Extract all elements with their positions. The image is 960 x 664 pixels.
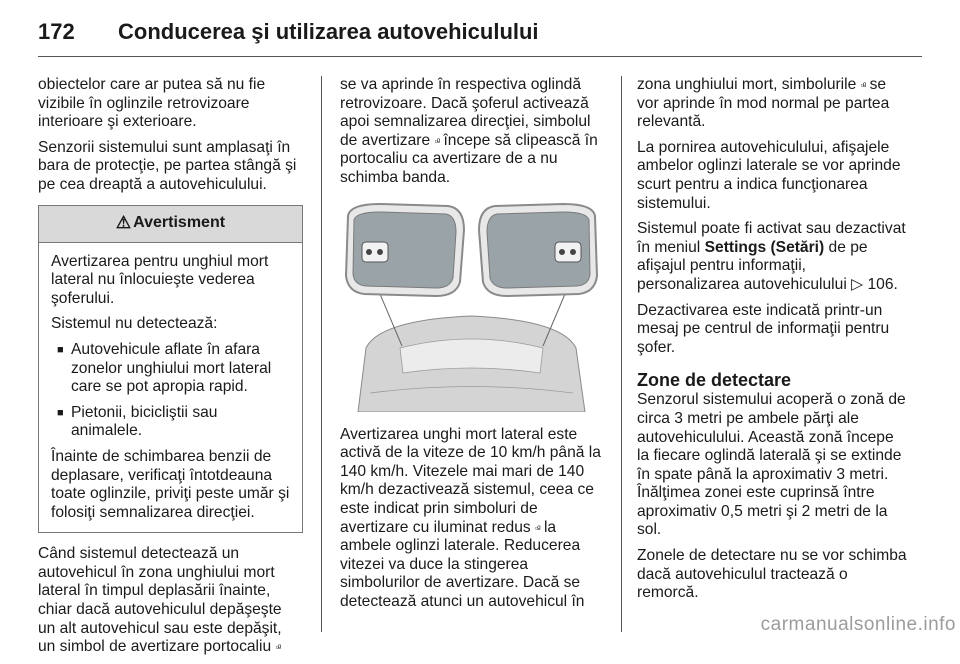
warning-body: [39, 243, 302, 533]
page-number: 172: [38, 19, 75, 44]
column-2: [340, 76, 605, 619]
paragraph-text: de pe afişajul pentru informaţii, personalizarea autovehiculului: [637, 238, 868, 293]
paragraph-text: începe să clipească în portocaliu ca avertizare de a nu schimba banda.: [340, 131, 598, 186]
blind-spot-warning-icon: ▫ᵍ: [535, 522, 540, 533]
blind-spot-mirrors-illustration: [340, 198, 603, 412]
paragraph: [637, 220, 907, 294]
paragraph-text: se vor aprinde în mod normal pe partea relevantă.: [637, 76, 890, 131]
paragraph-text: Sistemul poate fi activat sau dezactivat în meniul: [637, 220, 906, 256]
paragraph: [340, 76, 605, 188]
paragraph-text: Avertizarea unghi mort lateral este activă de la viteze de 10 km/h până la 140 km/h. Vitezele mai mari de 140 km/h dezactivează sistemul, ceea ce este indicat prin simboluri de avertizare cu iluminat redus: [340, 425, 601, 536]
paragraph-text: se va aprinde în respectiva oglindă retrovizoare. Dacă şoferul activează apoi semnalizarea direcţiei, simbolul de avertizare: [340, 76, 591, 149]
paragraph: La pornirea autovehiculului, afişajele ambelor oglinzi laterale se vor aprinde scurt pentru a indica funcţionarea sistemului.: [637, 138, 901, 212]
paragraph: Sistemul nu detectează:: [51, 315, 218, 333]
paragraph-text: zona unghiului mort, simbolurile: [637, 76, 857, 93]
column-divider: [621, 76, 622, 632]
paragraph-text: Când sistemul detectează un autovehicul în zona unghiului mort lateral în timpul deplasării înainte, chiar dacă autovehiculul depăşeşte un alt autovehicul sau este depăşit, un simbol de avertizare portocaliu: [38, 545, 282, 656]
menu-name: Settings (Setări): [704, 238, 825, 256]
list-item-text: Pietonii, bicicliştii sau animalele.: [71, 403, 218, 440]
page-header: [38, 12, 922, 52]
list-item: [57, 341, 290, 397]
warning-title: Avertisment: [133, 214, 226, 232]
watermark: carmanualsonline.info: [760, 614, 956, 635]
column-1: [38, 76, 303, 664]
paragraph: Dezactivarea este indicată printr-un mesaj pe centrul de informaţii pentru şofer.: [637, 301, 890, 356]
paragraph: Înainte de schimbarea benzii de deplasare, verificaţi întotdeauna toate oglinzile, priviţi peste umăr şi folosiţi semnalizarea direcţiei.: [51, 447, 290, 521]
paragraph: [38, 545, 303, 657]
warning-header: [39, 206, 302, 243]
list-item-text: Autovehicule aflate în afara zonelor unghiului mort lateral care se pot apropia rapid.: [71, 340, 272, 396]
header-divider: [38, 56, 922, 57]
warning-triangle-icon: ⚠: [115, 213, 132, 233]
blind-spot-warning-icon: ▫ᵍ: [434, 135, 440, 146]
paragraph: Senzorul sistemului acoperă o zonă de circa 3 metri pe ambele părţi ale autovehiculului. Această zonă începe la fiecare oglindă laterală şi se extinde în spate până la aproximativ 3 metri. Înălţimea zonei este cuprinsă între aproximativ 0,5 metri şi 2 metri de la sol.: [637, 391, 906, 539]
paragraph: [637, 76, 907, 132]
paragraph: Zonele de detectare nu se vor schimba dacă autovehiculul tractează o remorcă.: [637, 547, 907, 602]
blind-spot-warning-icon: ▫ᵍ: [860, 80, 866, 90]
section-heading: Zone de detectare: [637, 370, 792, 391]
bullet-square-icon: ■: [57, 343, 64, 356]
column-divider: [321, 76, 322, 632]
list-item: [57, 404, 290, 441]
column-3: [637, 76, 907, 610]
warning-box: [38, 205, 303, 534]
chapter-title: Conducerea şi utilizarea autovehiculului: [118, 19, 539, 44]
blind-spot-warning-icon: ▫ᵍ: [275, 642, 281, 653]
paragraph-text: la ambele oglinzi laterale. Reducerea vitezei va duce la stingerea simbolurilor de avertizare. Dacă se detectează atunci un autovehicul în: [340, 518, 585, 610]
paragraph: Avertizarea pentru unghiul mort lateral nu înlocuieşte vederea şoferului.: [51, 252, 269, 307]
paragraph: [340, 426, 605, 612]
paragraph: obiectelor care ar putea să nu fie vizibile în oglinzile retrovizoare interioare şi exterioare.: [38, 76, 266, 131]
bullet-square-icon: ■: [57, 406, 64, 419]
page-reference-arrow-icon: ▷: [851, 275, 864, 293]
page-reference[interactable]: 106.: [867, 275, 898, 293]
paragraph: Senzorii sistemului sunt amplasaţi în bara de protecţie, pe partea stângă şi pe cea dreaptă a autovehiculului.: [38, 138, 297, 193]
